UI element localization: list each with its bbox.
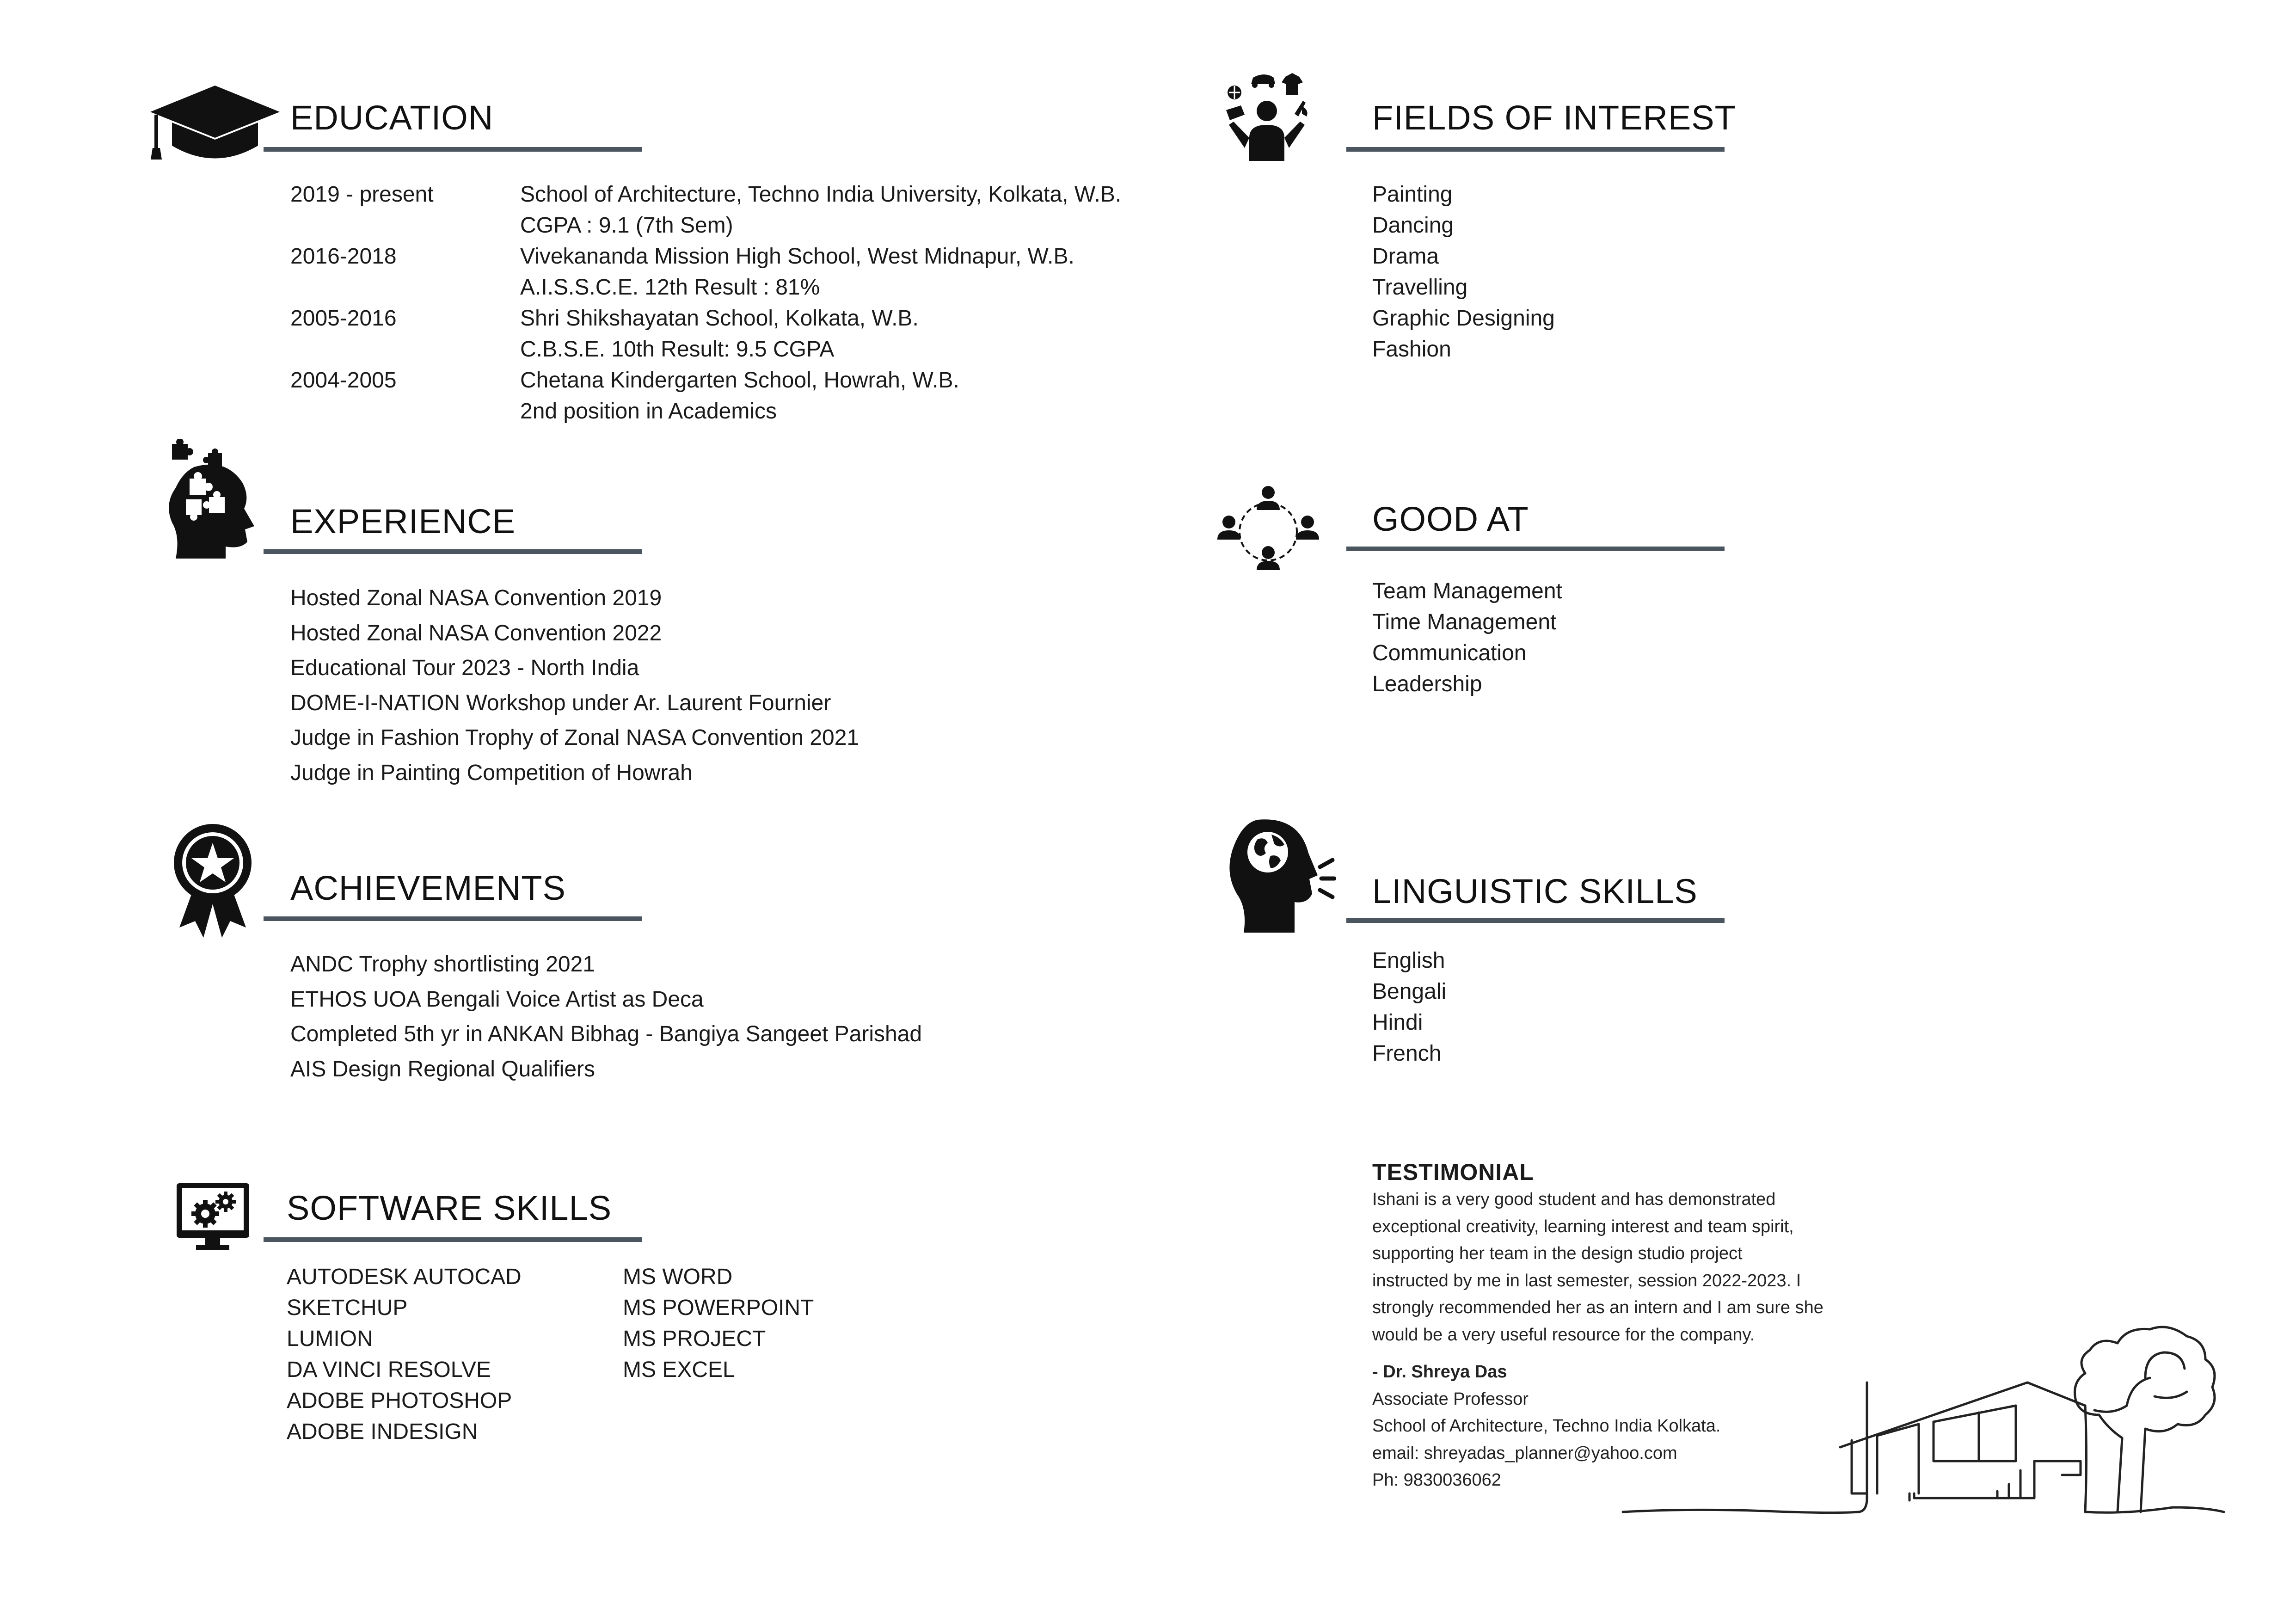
puzzle-head-icon: [162, 439, 259, 559]
education-period: 2004-2005: [290, 368, 397, 393]
graduation-cap-icon: [148, 83, 282, 162]
education-details: [520, 179, 1121, 427]
interest-item: Drama: [1372, 244, 1439, 269]
achievement-item: ANDC Trophy shortlisting 2021: [290, 952, 595, 977]
testimonial-line: instructed by me in last semester, session 2022-2023. I: [1372, 1271, 1801, 1290]
experience-rule: [264, 549, 642, 554]
education-period: 2005-2016: [290, 306, 397, 331]
speaking-globe-head-icon: [1225, 816, 1336, 936]
good-at-item: Communication: [1372, 641, 1527, 665]
education-result: 2nd position in Academics: [520, 399, 777, 424]
interest-item: Fashion: [1372, 337, 1451, 362]
achievements-heading: ACHIEVEMENTS: [290, 869, 566, 907]
experience-item: Judge in Fashion Trophy of Zonal NASA Convention 2021: [290, 725, 859, 750]
experience-list: [290, 581, 859, 790]
testimonial-org: School of Architecture, Techno India Kolkata.: [1372, 1416, 1721, 1436]
interests-rule: [1346, 147, 1725, 152]
education-rule: [264, 147, 642, 152]
team-network-icon: [1215, 483, 1321, 580]
software-col1: [287, 1261, 522, 1447]
languages-list: [1372, 945, 1446, 1069]
software-item: ADOBE PHOTOSHOP: [287, 1389, 512, 1413]
good-at-rule: [1346, 547, 1725, 551]
software-item: LUMION: [287, 1327, 373, 1351]
language-item: French: [1372, 1041, 1442, 1066]
testimonial-author: - Dr. Shreya Das: [1372, 1362, 1507, 1382]
education-periods: [290, 179, 434, 396]
interests-heading: FIELDS OF INTEREST: [1372, 98, 1736, 137]
experience-item: Hosted Zonal NASA Convention 2022: [290, 621, 662, 645]
testimonial-phone: Ph: 9830036062: [1372, 1470, 1501, 1490]
education-school: Vivekananda Mission High School, West Midnapur, W.B.: [520, 244, 1074, 269]
education-period: 2019 - present: [290, 182, 434, 207]
education-heading: EDUCATION: [290, 98, 494, 137]
interest-item: Painting: [1372, 182, 1453, 207]
interests-list: [1372, 179, 1555, 365]
award-rosette-icon: [171, 822, 254, 942]
testimonial-email: email: shreyadas_planner@yahoo.com: [1372, 1443, 1677, 1463]
experience-heading: EXPERIENCE: [290, 502, 516, 541]
language-item: Hindi: [1372, 1010, 1423, 1035]
software-item: MS WORD: [623, 1265, 733, 1289]
interest-item: Graphic Designing: [1372, 306, 1555, 331]
software-item: DA VINCI RESOLVE: [287, 1358, 491, 1382]
testimonial-heading: TESTIMONIAL: [1372, 1159, 1534, 1185]
achievement-item: Completed 5th yr in ANKAN Bibhag - Bangiya Sangeet Parishad: [290, 1022, 922, 1046]
achievement-item: ETHOS UOA Bengali Voice Artist as Deca: [290, 987, 704, 1012]
good-at-list: [1372, 576, 1562, 700]
experience-item: DOME-I-NATION Workshop under Ar. Laurent Fournier: [290, 690, 831, 715]
software-rule: [264, 1237, 642, 1242]
good-at-heading: GOOD AT: [1372, 500, 1529, 538]
good-at-item: Team Management: [1372, 579, 1562, 603]
languages-rule: [1346, 918, 1725, 923]
achievement-item: AIS Design Regional Qualifiers: [290, 1057, 595, 1081]
education-result: C.B.S.E. 10th Result: 9.5 CGPA: [520, 337, 835, 362]
testimonial-line: supporting her team in the design studio project: [1372, 1244, 1743, 1263]
software-item: MS PROJECT: [623, 1327, 766, 1351]
good-at-item: Leadership: [1372, 672, 1482, 696]
software-item: MS EXCEL: [623, 1358, 735, 1382]
software-item: AUTODESK AUTOCAD: [287, 1265, 522, 1289]
monitor-gears-icon: [175, 1181, 251, 1253]
software-item: SKETCHUP: [287, 1296, 408, 1320]
testimonial-line: Ishani is a very good student and has demonstrated: [1372, 1190, 1776, 1209]
juggler-icon: [1221, 68, 1313, 166]
house-tree-line-drawing: [1618, 1309, 2233, 1526]
testimonial-role: Associate Professor: [1372, 1389, 1529, 1409]
education-school: Shri Shikshayatan School, Kolkata, W.B.: [520, 306, 919, 331]
language-item: English: [1372, 948, 1445, 973]
education-result: CGPA : 9.1 (7th Sem): [520, 213, 733, 238]
good-at-item: Time Management: [1372, 610, 1557, 634]
testimonial-line: strongly recommended her as an intern and I am sure she: [1372, 1298, 1823, 1317]
experience-item: Educational Tour 2023 - North India: [290, 656, 639, 680]
achievements-list: [290, 947, 922, 1087]
education-result: A.I.S.S.C.E. 12th Result : 81%: [520, 275, 820, 300]
interest-item: Dancing: [1372, 213, 1454, 238]
software-item: MS POWERPOINT: [623, 1296, 814, 1320]
software-item: ADOBE INDESIGN: [287, 1419, 478, 1444]
interest-item: Travelling: [1372, 275, 1468, 300]
software-col2: [623, 1261, 814, 1385]
testimonial-line: would be a very useful resource for the company.: [1372, 1325, 1755, 1345]
experience-item: Hosted Zonal NASA Convention 2019: [290, 586, 662, 610]
experience-item: Judge in Painting Competition of Howrah: [290, 760, 693, 785]
achievements-rule: [264, 916, 642, 921]
languages-heading: LINGUISTIC SKILLS: [1372, 872, 1698, 910]
education-period: 2016-2018: [290, 244, 397, 269]
education-school: Chetana Kindergarten School, Howrah, W.B.: [520, 368, 959, 393]
software-heading: SOFTWARE SKILLS: [287, 1189, 612, 1227]
education-school: School of Architecture, Techno India University, Kolkata, W.B.: [520, 182, 1122, 207]
language-item: Bengali: [1372, 979, 1447, 1004]
testimonial-line: exceptional creativity, learning interest and team spirit,: [1372, 1216, 1794, 1236]
